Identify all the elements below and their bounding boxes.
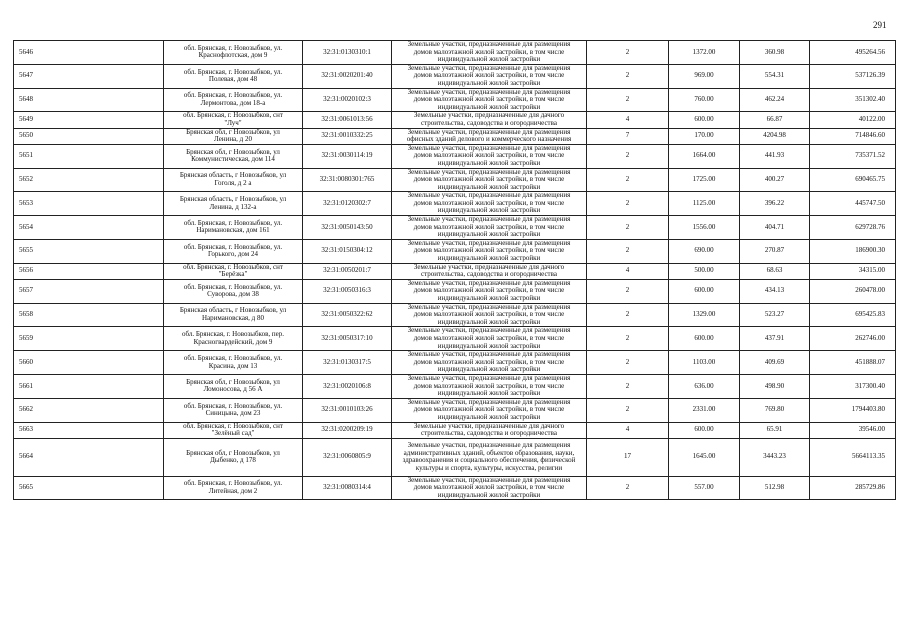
area-cell: 2331.00 bbox=[669, 398, 740, 422]
cadastral-value-cell: 445747.50 bbox=[810, 192, 896, 216]
table-row bbox=[14, 303, 896, 327]
land-use-cell: Земельные участки, предназначенные для размещения домов малоэтажной жилой застройки, в том числе индивидуальной жилой застройки bbox=[392, 476, 587, 500]
specific-value-cell: 3443.23 bbox=[740, 438, 810, 476]
specific-value-cell: 498.90 bbox=[740, 374, 810, 398]
area-cell: 1329.00 bbox=[669, 303, 740, 327]
group-number-cell: 2 bbox=[587, 351, 669, 375]
address-cell: обл. Брянская, г. Новозыбков, ул. Краснофлотская, дом 9 bbox=[164, 41, 303, 65]
table-row bbox=[14, 374, 896, 398]
cadastral-value-cell: 495264.56 bbox=[810, 41, 896, 65]
table-body bbox=[14, 41, 896, 500]
land-use-cell: Земельные участки, предназначенные для размещения домов малоэтажной жилой застройки, в том числе индивидуальной жилой застройки bbox=[392, 239, 587, 263]
cadastral-number-cell: 32:31:0050143:50 bbox=[303, 216, 392, 240]
area-cell: 500.00 bbox=[669, 263, 740, 279]
specific-value-cell: 769.80 bbox=[740, 398, 810, 422]
cadastral-value-cell: 537126.39 bbox=[810, 64, 896, 88]
cadastral-value-cell: 260478.00 bbox=[810, 279, 896, 303]
cadastral-number-cell: 32:31:0010103:26 bbox=[303, 398, 392, 422]
cadastral-number-cell: 32:31:0130317:5 bbox=[303, 351, 392, 375]
specific-value-cell: 437.91 bbox=[740, 327, 810, 351]
address-cell: обл. Брянская, г. Новозыбков, пер. Красногвардейский, дом 9 bbox=[164, 327, 303, 351]
land-use-cell: Земельные участки, предназначенные для размещения домов малоэтажной жилой застройки, в том числе индивидуальной жилой застройки bbox=[392, 64, 587, 88]
table-row bbox=[14, 327, 896, 351]
group-number-cell: 2 bbox=[587, 64, 669, 88]
table-row bbox=[14, 216, 896, 240]
specific-value-cell: 554.31 bbox=[740, 64, 810, 88]
address-cell: обл. Брянская, г. Новозыбков, снт "Зелёный сад" bbox=[164, 422, 303, 438]
specific-value-cell: 404.71 bbox=[740, 216, 810, 240]
group-number-cell: 2 bbox=[587, 168, 669, 192]
land-use-cell: Земельные участки, предназначенные для размещения домов малоэтажной жилой застройки, в том числе индивидуальной жилой застройки bbox=[392, 279, 587, 303]
specific-value-cell: 65.91 bbox=[740, 422, 810, 438]
address-cell: Брянская обл, г Новозыбков, ул Коммунистическая, дом 114 bbox=[164, 144, 303, 168]
area-cell: 1103.00 bbox=[669, 351, 740, 375]
table-row bbox=[14, 192, 896, 216]
land-use-cell: Земельные участки, предназначенные для размещения домов малоэтажной жилой застройки, в том числе индивидуальной жилой застройки bbox=[392, 398, 587, 422]
address-cell: Брянская обл, г Новозыбков, ул Дыбенко, д 178 bbox=[164, 438, 303, 476]
group-number-cell: 7 bbox=[587, 128, 669, 144]
specific-value-cell: 4204.98 bbox=[740, 128, 810, 144]
cadastral-number-cell: 32:31:0150304:12 bbox=[303, 239, 392, 263]
row-number-cell: 5649 bbox=[14, 112, 164, 128]
cadastral-number-cell: 32:31:0080301:765 bbox=[303, 168, 392, 192]
land-use-cell: Земельные участки, предназначенные для дачного строительства, садоводства и огородничества bbox=[392, 112, 587, 128]
cadastral-number-cell: 32:31:0050201:7 bbox=[303, 263, 392, 279]
land-use-cell: Земельные участки, предназначенные для размещения офисных зданий делового и коммерческого назначения bbox=[392, 128, 587, 144]
address-cell: обл. Брянская, г. Новозыбков, ул. Красина, дом 13 bbox=[164, 351, 303, 375]
cadastral-value-cell: 735371.52 bbox=[810, 144, 896, 168]
address-cell: обл. Брянская, г. Новозыбков, снт "Берёзка" bbox=[164, 263, 303, 279]
area-cell: 636.00 bbox=[669, 374, 740, 398]
area-cell: 1372.00 bbox=[669, 41, 740, 65]
table-row bbox=[14, 422, 896, 438]
land-use-cell: Земельные участки, предназначенные для размещения домов малоэтажной жилой застройки, в том числе индивидуальной жилой застройки bbox=[392, 192, 587, 216]
specific-value-cell: 270.87 bbox=[740, 239, 810, 263]
cadastral-number-cell: 32:31:0120302:7 bbox=[303, 192, 392, 216]
page-number: 291 bbox=[873, 20, 887, 30]
group-number-cell: 17 bbox=[587, 438, 669, 476]
row-number-cell: 5665 bbox=[14, 476, 164, 500]
address-cell: Брянская обл, г Новозыбков, ул Ломоносова, д 56 А bbox=[164, 374, 303, 398]
group-number-cell: 2 bbox=[587, 88, 669, 112]
table-row bbox=[14, 239, 896, 263]
area-cell: 1664.00 bbox=[669, 144, 740, 168]
group-number-cell: 2 bbox=[587, 144, 669, 168]
cadastral-number-cell: 32:31:0130310:1 bbox=[303, 41, 392, 65]
land-use-cell: Земельные участки, предназначенные для размещения домов малоэтажной жилой застройки, в том числе индивидуальной жилой застройки bbox=[392, 216, 587, 240]
cadastral-number-cell: 32:31:0020106:8 bbox=[303, 374, 392, 398]
area-cell: 1725.00 bbox=[669, 168, 740, 192]
land-use-cell: Земельные участки, предназначенные для дачного строительства, садоводства и огородничества bbox=[392, 422, 587, 438]
address-cell: обл. Брянская, г. Новозыбков, ул. Лермонтова, дом 18-а bbox=[164, 88, 303, 112]
row-number-cell: 5651 bbox=[14, 144, 164, 168]
group-number-cell: 2 bbox=[587, 216, 669, 240]
table-row bbox=[14, 438, 896, 476]
land-use-cell: Земельные участки, предназначенные для размещения домов малоэтажной жилой застройки, в том числе индивидуальной жилой застройки bbox=[392, 168, 587, 192]
address-cell: обл. Брянская, г. Новозыбков, ул. Суворова, дом 38 bbox=[164, 279, 303, 303]
row-number-cell: 5664 bbox=[14, 438, 164, 476]
cadastral-value-cell: 262746.00 bbox=[810, 327, 896, 351]
area-cell: 557.00 bbox=[669, 476, 740, 500]
land-use-cell: Земельные участки, предназначенные для размещения домов малоэтажной жилой застройки, в том числе индивидуальной жилой застройки bbox=[392, 41, 587, 65]
cadastral-value-cell: 285729.86 bbox=[810, 476, 896, 500]
cadastral-value-cell: 40122.00 bbox=[810, 112, 896, 128]
row-number-cell: 5653 bbox=[14, 192, 164, 216]
table-row bbox=[14, 168, 896, 192]
cadastral-value-cell: 629728.76 bbox=[810, 216, 896, 240]
area-cell: 170.00 bbox=[669, 128, 740, 144]
address-cell: обл. Брянская, г. Новозыбков, ул. Наримановская, дом 161 bbox=[164, 216, 303, 240]
area-cell: 600.00 bbox=[669, 112, 740, 128]
area-cell: 600.00 bbox=[669, 327, 740, 351]
group-number-cell: 2 bbox=[587, 374, 669, 398]
address-cell: обл. Брянская, г. Новозыбков, ул. Полевая, дом 48 bbox=[164, 64, 303, 88]
group-number-cell: 4 bbox=[587, 422, 669, 438]
area-cell: 690.00 bbox=[669, 239, 740, 263]
group-number-cell: 4 bbox=[587, 112, 669, 128]
cadastral-number-cell: 32:31:0080314:4 bbox=[303, 476, 392, 500]
row-number-cell: 5654 bbox=[14, 216, 164, 240]
specific-value-cell: 396.22 bbox=[740, 192, 810, 216]
row-number-cell: 5658 bbox=[14, 303, 164, 327]
table-row bbox=[14, 263, 896, 279]
group-number-cell: 2 bbox=[587, 279, 669, 303]
cadastral-number-cell: 32:31:0010332:25 bbox=[303, 128, 392, 144]
land-use-cell: Земельные участки, предназначенные для размещения административных зданий, объектов образования, науки, здравоохранения и социального обеспечения, физической культуры и спорта, культуры, искусства, религии bbox=[392, 438, 587, 476]
table-row bbox=[14, 144, 896, 168]
row-number-cell: 5656 bbox=[14, 263, 164, 279]
cadastral-number-cell: 32:31:0020102:3 bbox=[303, 88, 392, 112]
specific-value-cell: 512.98 bbox=[740, 476, 810, 500]
table-row bbox=[14, 476, 896, 500]
row-number-cell: 5659 bbox=[14, 327, 164, 351]
table-row bbox=[14, 128, 896, 144]
specific-value-cell: 434.13 bbox=[740, 279, 810, 303]
address-cell: Брянская область, г Новозыбков, ул Гоголя, д 2 а bbox=[164, 168, 303, 192]
land-use-cell: Земельные участки, предназначенные для размещения домов малоэтажной жилой застройки, в том числе индивидуальной жилой застройки bbox=[392, 303, 587, 327]
cadastral-value-cell: 451888.07 bbox=[810, 351, 896, 375]
cadastral-value-cell: 317300.40 bbox=[810, 374, 896, 398]
cadastral-number-cell: 32:31:0050317:10 bbox=[303, 327, 392, 351]
address-cell: обл. Брянская, г. Новозыбков, снт "Луч" bbox=[164, 112, 303, 128]
table-row bbox=[14, 112, 896, 128]
group-number-cell: 2 bbox=[587, 239, 669, 263]
row-number-cell: 5650 bbox=[14, 128, 164, 144]
area-cell: 1556.00 bbox=[669, 216, 740, 240]
area-cell: 1125.00 bbox=[669, 192, 740, 216]
table-row bbox=[14, 88, 896, 112]
table-row bbox=[14, 41, 896, 65]
land-use-cell: Земельные участки, предназначенные для дачного строительства, садоводства и огородничества bbox=[392, 263, 587, 279]
cadastral-value-cell: 714846.60 bbox=[810, 128, 896, 144]
specific-value-cell: 441.93 bbox=[740, 144, 810, 168]
cadastral-number-cell: 32:31:0050316:3 bbox=[303, 279, 392, 303]
cadastral-value-cell: 5664113.35 bbox=[810, 438, 896, 476]
group-number-cell: 2 bbox=[587, 192, 669, 216]
land-use-cell: Земельные участки, предназначенные для размещения домов малоэтажной жилой застройки, в том числе индивидуальной жилой застройки bbox=[392, 327, 587, 351]
cadastral-value-cell: 39546.00 bbox=[810, 422, 896, 438]
cadastral-value-cell: 1794403.80 bbox=[810, 398, 896, 422]
area-cell: 760.00 bbox=[669, 88, 740, 112]
group-number-cell: 2 bbox=[587, 476, 669, 500]
land-use-cell: Земельные участки, предназначенные для размещения домов малоэтажной жилой застройки, в том числе индивидуальной жилой застройки bbox=[392, 144, 587, 168]
group-number-cell: 2 bbox=[587, 41, 669, 65]
address-cell: Брянская область, г Новозыбков, ул Ленина, д 132-а bbox=[164, 192, 303, 216]
land-use-cell: Земельные участки, предназначенные для размещения домов малоэтажной жилой застройки, в том числе индивидуальной жилой застройки bbox=[392, 374, 587, 398]
cadastral-number-cell: 32:31:0050322:62 bbox=[303, 303, 392, 327]
row-number-cell: 5647 bbox=[14, 64, 164, 88]
address-cell: Брянская область, г Новозыбков, ул Наримановская, д 80 bbox=[164, 303, 303, 327]
area-cell: 600.00 bbox=[669, 422, 740, 438]
land-use-cell: Земельные участки, предназначенные для размещения домов малоэтажной жилой застройки, в том числе индивидуальной жилой застройки bbox=[392, 88, 587, 112]
cadastral-number-cell: 32:31:0030114:19 bbox=[303, 144, 392, 168]
specific-value-cell: 66.87 bbox=[740, 112, 810, 128]
specific-value-cell: 400.27 bbox=[740, 168, 810, 192]
group-number-cell: 2 bbox=[587, 327, 669, 351]
cadastral-number-cell: 32:31:0020201:40 bbox=[303, 64, 392, 88]
row-number-cell: 5655 bbox=[14, 239, 164, 263]
cadastral-number-cell: 32:31:0200209:19 bbox=[303, 422, 392, 438]
row-number-cell: 5662 bbox=[14, 398, 164, 422]
cadastral-value-cell: 34315.00 bbox=[810, 263, 896, 279]
cadastral-number-cell: 32:31:0060805:9 bbox=[303, 438, 392, 476]
row-number-cell: 5657 bbox=[14, 279, 164, 303]
table-row bbox=[14, 64, 896, 88]
address-cell: обл. Брянская, г. Новозыбков, ул. Литейная, дом 2 bbox=[164, 476, 303, 500]
cadastral-value-table bbox=[13, 40, 896, 500]
row-number-cell: 5661 bbox=[14, 374, 164, 398]
cadastral-value-cell: 695425.83 bbox=[810, 303, 896, 327]
land-use-cell: Земельные участки, предназначенные для размещения домов малоэтажной жилой застройки, в том числе индивидуальной жилой застройки bbox=[392, 351, 587, 375]
address-cell: обл. Брянская, г. Новозыбков, ул. Синицына, дом 23 bbox=[164, 398, 303, 422]
row-number-cell: 5663 bbox=[14, 422, 164, 438]
cadastral-value-cell: 186900.30 bbox=[810, 239, 896, 263]
cadastral-number-cell: 32:31:0061013:56 bbox=[303, 112, 392, 128]
specific-value-cell: 360.98 bbox=[740, 41, 810, 65]
row-number-cell: 5652 bbox=[14, 168, 164, 192]
area-cell: 969.00 bbox=[669, 64, 740, 88]
area-cell: 600.00 bbox=[669, 279, 740, 303]
address-cell: обл. Брянская, г. Новозыбков, ул. Горького, дом 24 bbox=[164, 239, 303, 263]
specific-value-cell: 462.24 bbox=[740, 88, 810, 112]
address-cell: Брянская обл, г Новозыбков, ул Ленина, д 20 bbox=[164, 128, 303, 144]
group-number-cell: 2 bbox=[587, 398, 669, 422]
row-number-cell: 5660 bbox=[14, 351, 164, 375]
table-row bbox=[14, 279, 896, 303]
row-number-cell: 5648 bbox=[14, 88, 164, 112]
cadastral-value-cell: 690465.75 bbox=[810, 168, 896, 192]
table-row bbox=[14, 351, 896, 375]
row-number-cell: 5646 bbox=[14, 41, 164, 65]
specific-value-cell: 68.63 bbox=[740, 263, 810, 279]
specific-value-cell: 409.69 bbox=[740, 351, 810, 375]
specific-value-cell: 523.27 bbox=[740, 303, 810, 327]
group-number-cell: 2 bbox=[587, 303, 669, 327]
area-cell: 1645.00 bbox=[669, 438, 740, 476]
group-number-cell: 4 bbox=[587, 263, 669, 279]
cadastral-value-cell: 351302.40 bbox=[810, 88, 896, 112]
table-row bbox=[14, 398, 896, 422]
